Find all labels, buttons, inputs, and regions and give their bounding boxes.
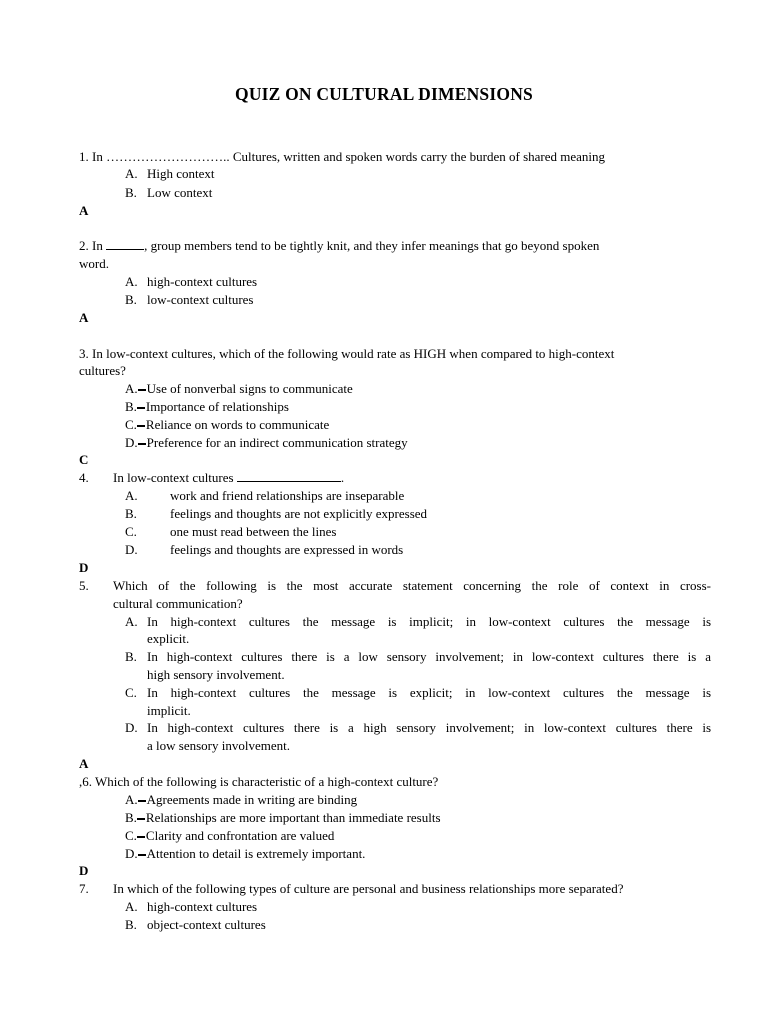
question-2: 2. In , group members tend to be tightly knit, and they infer meanings that go beyond spoken [79, 238, 600, 253]
q1-option-a: A. [125, 166, 138, 181]
q6-answer: D [79, 863, 89, 878]
question-2-line2: word. [79, 256, 109, 271]
q2-option-b: B. [125, 292, 137, 307]
question-3: 3. In low-context cultures, which of the following would rate as HIGH when compared to high-context [79, 346, 615, 361]
q7-option-b-text: object-context cultures [147, 917, 266, 932]
question-3-line2: cultures? [79, 363, 126, 378]
q3-option-d: D. Preference for an indirect communication strategy [125, 435, 408, 450]
q5-option-b-text-2: high sensory involvement. [147, 667, 285, 682]
q3-option-a: A. Use of nonverbal signs to communicate [125, 381, 353, 396]
q2-option-b-text: low-context cultures [147, 292, 254, 307]
q2-answer: A [79, 310, 89, 325]
q4-answer: D [79, 560, 89, 575]
q4-option-a-text: work and friend relationships are inseparable [170, 488, 405, 503]
q5-option-c-text-2: implicit. [147, 703, 191, 718]
q4-option-c-text: one must read between the lines [170, 524, 337, 539]
q1-option-b: B. [125, 185, 137, 200]
question-6: ,6. Which of the following is characteristic of a high-context culture? [79, 774, 439, 789]
q5-option-a-text-2: explicit. [147, 631, 190, 646]
q7-option-a-text: high-context cultures [147, 899, 258, 914]
q4-option-b: B. [125, 506, 137, 521]
q2-option-a: A. [125, 274, 138, 289]
q3-option-b: B. Importance of relationships [125, 399, 289, 414]
q5-number: 5. [79, 578, 89, 593]
q1-option-a-text: High context [147, 166, 215, 181]
q5-option-b-text: In high-context cultures there is a low sensory involvement; in low-context cultures there is a [147, 649, 711, 664]
blank-line [106, 237, 144, 250]
q4-number: 4. [79, 470, 89, 485]
q1-answer: A [79, 203, 89, 218]
blank-line [237, 469, 341, 482]
q2-option-a-text: high-context cultures [147, 274, 258, 289]
question-5-line2: cultural communication? [113, 596, 243, 611]
q4-option-c: C. [125, 524, 137, 539]
q6-option-a: A. Agreements made in writing are binding [125, 792, 358, 807]
q5-answer: A [79, 756, 89, 771]
q7-number: 7. [79, 881, 89, 896]
q6-option-b: B. Relationships are more important than immediate results [125, 810, 441, 825]
q6-option-d: D. Attention to detail is extremely important. [125, 846, 366, 861]
q7-option-a: A. [125, 899, 138, 914]
q5-option-a-text: In high-context cultures the message is implicit; in low-context cultures the message is [147, 614, 711, 629]
q5-option-d-text-2: a low sensory involvement. [147, 738, 290, 753]
q4-option-d-text: feelings and thoughts are expressed in words [170, 542, 404, 557]
q4-option-a: A. [125, 488, 138, 503]
q7-option-b: B. [125, 917, 137, 932]
q4-option-b-text: feelings and thoughts are not explicitly expressed [170, 506, 428, 521]
q5-option-b: B. [125, 649, 137, 664]
q3-option-c: C. Reliance on words to communicate [125, 417, 330, 432]
q5-option-d: D. [125, 720, 138, 735]
q5-option-a: A. [125, 614, 138, 629]
q5-option-d-text: In high-context cultures there is a high sensory involvement; in low-context cultures there is [147, 720, 711, 735]
q3-answer: C [79, 452, 89, 467]
q5-option-c-text: In high-context cultures the message is explicit; in low-context cultures the message is [147, 685, 711, 700]
question-7: In which of the following types of culture are personal and business relationships more separated? [113, 881, 624, 896]
question-1: 1. In ……………………….. Cultures, written and spoken words carry the burden of shared meaning [79, 149, 606, 164]
q4-option-d: D. [125, 542, 138, 557]
page-title: QUIZ ON CULTURAL DIMENSIONS [235, 84, 533, 104]
question-5: Which of the following is the most accurate statement concerning the role of context in cross- [113, 578, 711, 593]
blank-dots: ……………………….. [106, 149, 230, 164]
q1-option-b-text: Low context [147, 185, 213, 200]
question-4: In low-context cultures . [113, 470, 345, 485]
q5-option-c: C. [125, 685, 137, 700]
q6-option-c: C. Clarity and confrontation are valued [125, 828, 335, 843]
